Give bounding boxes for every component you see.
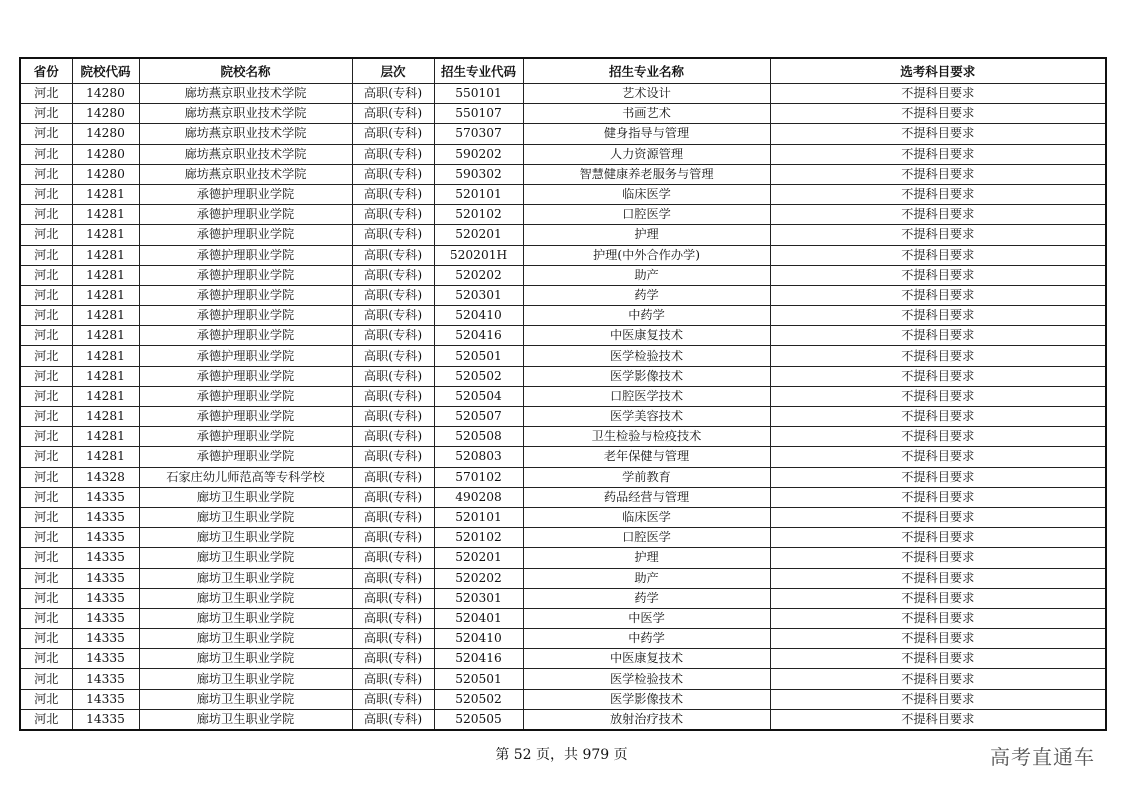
cell-school-name: 廊坊卫生职业学院 [139,689,352,709]
cell-major-name: 中药学 [523,306,770,326]
cell-major-code: 520803 [434,447,523,467]
cell-level: 高职(专科) [352,487,434,507]
cell-level: 高职(专科) [352,669,434,689]
cell-school-code: 14328 [72,467,139,487]
header-major-code: 招生专业代码 [434,58,523,84]
cell-major-name: 口腔医学 [523,205,770,225]
table-row [20,669,1106,689]
cell-major-code: 520508 [434,427,523,447]
cell-school-name: 廊坊燕京职业技术学院 [139,164,352,184]
cell-level: 高职(专科) [352,427,434,447]
table-row [20,487,1106,507]
table-row [20,689,1106,709]
cell-subject-requirement: 不提科目要求 [770,629,1106,649]
cell-school-code: 14281 [72,447,139,467]
header-major-name: 招生专业名称 [523,58,770,84]
cell-major-code: 520202 [434,568,523,588]
cell-school-name: 廊坊卫生职业学院 [139,608,352,628]
cell-school-code: 14335 [72,588,139,608]
table-row [20,447,1106,467]
header-school-code: 院校代码 [72,58,139,84]
cell-province: 河北 [20,84,72,104]
table-row [20,608,1106,628]
cell-major-name: 智慧健康养老服务与管理 [523,164,770,184]
cell-subject-requirement: 不提科目要求 [770,669,1106,689]
cell-school-name: 廊坊燕京职业技术学院 [139,104,352,124]
cell-subject-requirement: 不提科目要求 [770,689,1106,709]
cell-school-name: 廊坊燕京职业技术学院 [139,124,352,144]
cell-major-code: 570102 [434,467,523,487]
cell-subject-requirement: 不提科目要求 [770,124,1106,144]
cell-subject-requirement: 不提科目要求 [770,265,1106,285]
cell-province: 河北 [20,629,72,649]
table-row [20,588,1106,608]
cell-level: 高职(专科) [352,689,434,709]
table-row [20,184,1106,204]
cell-school-name: 廊坊卫生职业学院 [139,548,352,568]
cell-major-code: 520416 [434,649,523,669]
table-row [20,245,1106,265]
cell-school-name: 承德护理职业学院 [139,205,352,225]
table-row [20,225,1106,245]
cell-major-code: 520501 [434,346,523,366]
cell-school-code: 14335 [72,487,139,507]
cell-school-code: 14281 [72,366,139,386]
cell-level: 高职(专科) [352,386,434,406]
table-row [20,507,1106,527]
cell-school-code: 14281 [72,306,139,326]
cell-major-code: 590302 [434,164,523,184]
cell-province: 河北 [20,407,72,427]
cell-subject-requirement: 不提科目要求 [770,427,1106,447]
cell-level: 高职(专科) [352,326,434,346]
table-row [20,144,1106,164]
cell-province: 河北 [20,164,72,184]
cell-major-code: 520102 [434,205,523,225]
admission-table-container [19,57,1105,731]
cell-major-code: 520504 [434,386,523,406]
cell-major-name: 口腔医学 [523,528,770,548]
cell-subject-requirement: 不提科目要求 [770,346,1106,366]
cell-subject-requirement: 不提科目要求 [770,326,1106,346]
cell-level: 高职(专科) [352,144,434,164]
cell-school-code: 14335 [72,568,139,588]
admission-table [19,57,1107,731]
header-subject-requirement: 选考科目要求 [770,58,1106,84]
cell-province: 河北 [20,467,72,487]
cell-school-code: 14335 [72,548,139,568]
cell-province: 河北 [20,568,72,588]
cell-major-name: 护理(中外合作办学) [523,245,770,265]
cell-school-code: 14335 [72,709,139,730]
table-row [20,548,1106,568]
cell-school-code: 14281 [72,407,139,427]
cell-school-name: 承德护理职业学院 [139,407,352,427]
cell-major-code: 520102 [434,528,523,548]
cell-province: 河北 [20,588,72,608]
cell-province: 河北 [20,669,72,689]
header-level: 层次 [352,58,434,84]
cell-subject-requirement: 不提科目要求 [770,386,1106,406]
cell-major-name: 书画艺术 [523,104,770,124]
cell-province: 河北 [20,709,72,730]
cell-province: 河北 [20,104,72,124]
cell-subject-requirement: 不提科目要求 [770,709,1106,730]
cell-level: 高职(专科) [352,164,434,184]
cell-level: 高职(专科) [352,568,434,588]
cell-province: 河北 [20,689,72,709]
cell-school-code: 14335 [72,507,139,527]
cell-school-name: 承德护理职业学院 [139,285,352,305]
table-header-row [20,58,1106,84]
cell-province: 河北 [20,124,72,144]
cell-school-name: 承德护理职业学院 [139,225,352,245]
cell-school-name: 廊坊卫生职业学院 [139,528,352,548]
table-row [20,709,1106,730]
table-row [20,285,1106,305]
cell-province: 河北 [20,144,72,164]
cell-subject-requirement: 不提科目要求 [770,548,1106,568]
cell-province: 河北 [20,447,72,467]
cell-province: 河北 [20,184,72,204]
cell-major-name: 放射治疗技术 [523,709,770,730]
cell-level: 高职(专科) [352,306,434,326]
table-row [20,124,1106,144]
cell-school-code: 14281 [72,225,139,245]
cell-major-name: 健身指导与管理 [523,124,770,144]
table-row [20,427,1106,447]
cell-major-code: 520202 [434,265,523,285]
cell-school-code: 14281 [72,285,139,305]
cell-school-name: 廊坊卫生职业学院 [139,507,352,527]
cell-major-name: 老年保健与管理 [523,447,770,467]
cell-level: 高职(专科) [352,588,434,608]
cell-school-code: 14281 [72,326,139,346]
cell-major-name: 卫生检验与检疫技术 [523,427,770,447]
cell-major-code: 520301 [434,588,523,608]
cell-major-code: 590202 [434,144,523,164]
cell-province: 河北 [20,366,72,386]
table-row [20,528,1106,548]
cell-subject-requirement: 不提科目要求 [770,447,1106,467]
cell-school-name: 承德护理职业学院 [139,184,352,204]
cell-major-name: 护理 [523,225,770,245]
cell-school-code: 14281 [72,205,139,225]
cell-major-code: 520101 [434,507,523,527]
cell-school-name: 廊坊燕京职业技术学院 [139,84,352,104]
cell-level: 高职(专科) [352,346,434,366]
cell-school-name: 廊坊卫生职业学院 [139,649,352,669]
cell-province: 河北 [20,225,72,245]
cell-level: 高职(专科) [352,629,434,649]
cell-level: 高职(专科) [352,245,434,265]
cell-subject-requirement: 不提科目要求 [770,366,1106,386]
cell-major-name: 临床医学 [523,184,770,204]
cell-subject-requirement: 不提科目要求 [770,184,1106,204]
cell-major-name: 助产 [523,568,770,588]
cell-school-name: 廊坊卫生职业学院 [139,588,352,608]
page-number: 第 52 页，共 979 页 [495,747,628,763]
cell-level: 高职(专科) [352,366,434,386]
cell-level: 高职(专科) [352,709,434,730]
cell-major-name: 医学影像技术 [523,366,770,386]
cell-level: 高职(专科) [352,447,434,467]
cell-province: 河北 [20,528,72,548]
header-school-name: 院校名称 [139,58,352,84]
cell-major-code: 550101 [434,84,523,104]
cell-subject-requirement: 不提科目要求 [770,164,1106,184]
cell-subject-requirement: 不提科目要求 [770,608,1106,628]
cell-subject-requirement: 不提科目要求 [770,467,1106,487]
cell-school-code: 14281 [72,245,139,265]
cell-subject-requirement: 不提科目要求 [770,285,1106,305]
cell-major-code: 520201 [434,225,523,245]
table-row [20,84,1106,104]
cell-major-name: 医学影像技术 [523,689,770,709]
cell-province: 河北 [20,265,72,285]
cell-subject-requirement: 不提科目要求 [770,84,1106,104]
table-row [20,366,1106,386]
cell-subject-requirement: 不提科目要求 [770,144,1106,164]
cell-major-name: 中医学 [523,608,770,628]
cell-school-code: 14335 [72,608,139,628]
cell-level: 高职(专科) [352,285,434,305]
table-row [20,629,1106,649]
table-row [20,407,1106,427]
cell-province: 河北 [20,306,72,326]
cell-major-code: 490208 [434,487,523,507]
cell-major-code: 520501 [434,669,523,689]
cell-school-name: 廊坊燕京职业技术学院 [139,144,352,164]
cell-school-code: 14281 [72,427,139,447]
table-row [20,649,1106,669]
table-row [20,346,1106,366]
cell-school-code: 14281 [72,184,139,204]
cell-level: 高职(专科) [352,104,434,124]
cell-level: 高职(专科) [352,84,434,104]
cell-major-code: 520502 [434,689,523,709]
cell-province: 河北 [20,487,72,507]
cell-province: 河北 [20,608,72,628]
cell-school-code: 14280 [72,84,139,104]
cell-subject-requirement: 不提科目要求 [770,568,1106,588]
cell-school-name: 承德护理职业学院 [139,346,352,366]
cell-subject-requirement: 不提科目要求 [770,407,1106,427]
cell-school-code: 14335 [72,528,139,548]
cell-subject-requirement: 不提科目要求 [770,205,1106,225]
cell-school-code: 14335 [72,629,139,649]
cell-subject-requirement: 不提科目要求 [770,588,1106,608]
cell-province: 河北 [20,326,72,346]
cell-major-code: 520201H [434,245,523,265]
cell-school-code: 14281 [72,346,139,366]
cell-subject-requirement: 不提科目要求 [770,487,1106,507]
cell-level: 高职(专科) [352,225,434,245]
cell-major-code: 520416 [434,326,523,346]
cell-major-name: 医学检验技术 [523,346,770,366]
table-row [20,164,1106,184]
cell-major-code: 520101 [434,184,523,204]
cell-province: 河北 [20,346,72,366]
watermark-text: 高考直通车 [990,745,1095,769]
table-row [20,568,1106,588]
cell-school-name: 廊坊卫生职业学院 [139,669,352,689]
cell-major-name: 中药学 [523,629,770,649]
cell-level: 高职(专科) [352,649,434,669]
cell-major-name: 助产 [523,265,770,285]
table-row [20,467,1106,487]
cell-school-name: 承德护理职业学院 [139,447,352,467]
cell-subject-requirement: 不提科目要求 [770,528,1106,548]
cell-major-name: 医学美容技术 [523,407,770,427]
cell-level: 高职(专科) [352,548,434,568]
cell-school-name: 承德护理职业学院 [139,366,352,386]
cell-school-name: 廊坊卫生职业学院 [139,487,352,507]
cell-school-name: 承德护理职业学院 [139,427,352,447]
table-row [20,104,1106,124]
table-row [20,386,1106,406]
cell-school-name: 石家庄幼儿师范高等专科学校 [139,467,352,487]
cell-major-code: 520507 [434,407,523,427]
cell-major-name: 人力资源管理 [523,144,770,164]
cell-school-code: 14335 [72,689,139,709]
cell-province: 河北 [20,285,72,305]
cell-school-code: 14335 [72,669,139,689]
cell-subject-requirement: 不提科目要求 [770,225,1106,245]
cell-major-name: 中医康复技术 [523,649,770,669]
cell-school-code: 14281 [72,265,139,285]
cell-province: 河北 [20,245,72,265]
cell-major-name: 药品经营与管理 [523,487,770,507]
cell-major-name: 临床医学 [523,507,770,527]
cell-level: 高职(专科) [352,608,434,628]
table-body [20,84,1106,731]
cell-major-code: 550107 [434,104,523,124]
cell-major-code: 520410 [434,306,523,326]
cell-subject-requirement: 不提科目要求 [770,649,1106,669]
cell-school-code: 14335 [72,649,139,669]
cell-major-name: 药学 [523,588,770,608]
cell-province: 河北 [20,386,72,406]
cell-level: 高职(专科) [352,124,434,144]
cell-subject-requirement: 不提科目要求 [770,507,1106,527]
cell-school-code: 14280 [72,164,139,184]
cell-major-code: 520410 [434,629,523,649]
cell-major-name: 艺术设计 [523,84,770,104]
cell-province: 河北 [20,649,72,669]
cell-level: 高职(专科) [352,407,434,427]
table-row [20,265,1106,285]
cell-level: 高职(专科) [352,528,434,548]
cell-province: 河北 [20,548,72,568]
cell-school-name: 承德护理职业学院 [139,326,352,346]
cell-province: 河北 [20,427,72,447]
cell-major-code: 520505 [434,709,523,730]
cell-school-name: 承德护理职业学院 [139,245,352,265]
cell-school-code: 14280 [72,144,139,164]
cell-major-code: 520502 [434,366,523,386]
cell-level: 高职(专科) [352,467,434,487]
header-province: 省份 [20,58,72,84]
cell-level: 高职(专科) [352,507,434,527]
cell-major-code: 570307 [434,124,523,144]
cell-level: 高职(专科) [352,265,434,285]
cell-province: 河北 [20,507,72,527]
table-row [20,306,1106,326]
cell-major-code: 520401 [434,608,523,628]
cell-school-name: 廊坊卫生职业学院 [139,709,352,730]
table-row [20,205,1106,225]
cell-province: 河北 [20,205,72,225]
cell-major-code: 520301 [434,285,523,305]
cell-school-name: 廊坊卫生职业学院 [139,629,352,649]
cell-major-name: 口腔医学技术 [523,386,770,406]
cell-level: 高职(专科) [352,184,434,204]
cell-major-name: 医学检验技术 [523,669,770,689]
cell-level: 高职(专科) [352,205,434,225]
cell-school-code: 14281 [72,386,139,406]
cell-major-code: 520201 [434,548,523,568]
cell-subject-requirement: 不提科目要求 [770,245,1106,265]
cell-major-name: 中医康复技术 [523,326,770,346]
cell-school-name: 承德护理职业学院 [139,306,352,326]
cell-school-name: 廊坊卫生职业学院 [139,568,352,588]
cell-subject-requirement: 不提科目要求 [770,306,1106,326]
cell-school-name: 承德护理职业学院 [139,386,352,406]
cell-school-code: 14280 [72,104,139,124]
cell-major-name: 护理 [523,548,770,568]
cell-major-name: 药学 [523,285,770,305]
cell-school-code: 14280 [72,124,139,144]
cell-major-name: 学前教育 [523,467,770,487]
table-row [20,326,1106,346]
cell-school-name: 承德护理职业学院 [139,265,352,285]
cell-subject-requirement: 不提科目要求 [770,104,1106,124]
